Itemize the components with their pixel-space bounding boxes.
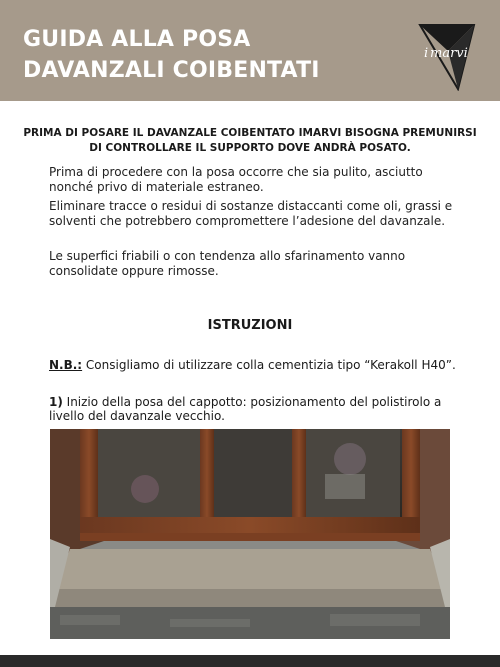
step-1 — [49, 395, 474, 423]
section-heading: ISTRUZIONI — [207, 318, 293, 333]
svg-text:i: i — [424, 46, 429, 61]
step-1-number: 1) — [49, 395, 63, 409]
header-banner — [0, 0, 500, 101]
paragraph-residues: Eliminare tracce o residui di sostanze distaccanti come oli, grassi e solventi che potrebbero compromettere l’adesione del davanzale. — [49, 199, 453, 228]
logo-text: marvi — [430, 46, 468, 61]
note — [49, 358, 469, 372]
paragraph-cleanliness: Prima di procedere con la posa occorre che sia pulito, asciutto nonché privo di materiale estraneo. — [49, 165, 423, 194]
footer-bar — [0, 655, 500, 667]
note-label: N.B.: — [49, 358, 83, 372]
step-1-text: Inizio della posa del cappotto: posizionamento del polistirolo a livello del davanzale vecchio. — [49, 395, 442, 423]
note-text: Consigliamo di utilizzare colla cementizia tipo “Kerakoll H40”. — [82, 358, 456, 372]
title-line-2: DAVANZALI COIBENTATI — [23, 58, 320, 83]
window-sill-photo — [50, 429, 450, 639]
intro-line-1: PRIMA DI POSARE IL DAVANZALE COIBENTATO IMARVI BISOGNA PREMUNIRSI — [23, 127, 477, 139]
paragraph-friable-surfaces: Le superfici friabili o con tendenza allo sfarinamento vanno consolidate oppure rimosse. — [49, 249, 406, 278]
title-line-1: GUIDA ALLA POSA — [23, 27, 251, 52]
imarvi-logo — [418, 21, 476, 91]
intro-line-2: DI CONTROLLARE IL SUPPORTO DOVE ANDRÀ POSATO. — [89, 142, 411, 154]
